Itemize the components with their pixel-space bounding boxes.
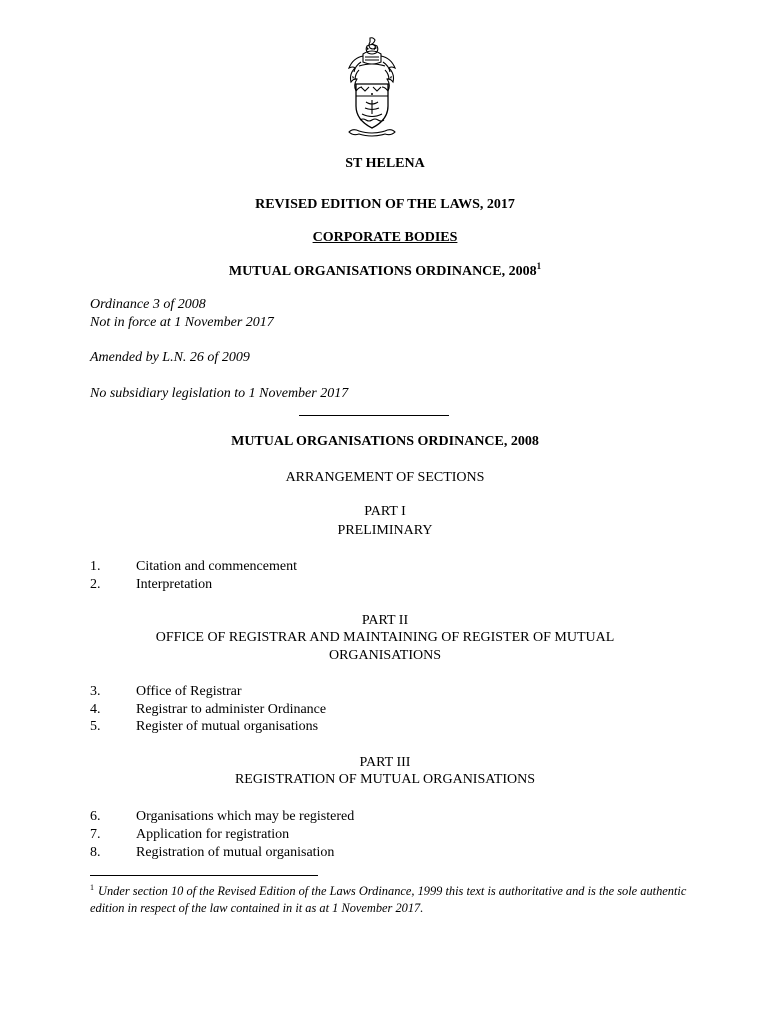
section-number: 1. [90,559,101,574]
section-entry [90,808,354,825]
section-number: 7. [90,827,101,842]
section-title: Application for registration [136,827,290,842]
section-entry [90,844,334,861]
edition-heading: REVISED EDITION OF THE LAWS, 2017 [255,197,515,212]
section-entry [90,558,297,575]
section-title: Register of mutual organisations [136,719,319,734]
section-number: 8. [90,845,101,860]
footnote-reference: 1 [536,261,542,271]
section-title: Citation and commencement [136,559,297,574]
section-number: 6. [90,809,101,824]
part-number: PART III [359,755,411,770]
section-title: Office of Registrar [136,684,242,699]
jurisdiction-heading: ST HELENA [345,156,425,171]
footnote [90,883,700,917]
section-title: Organisations which may be registered [136,809,355,824]
section-entry [90,576,212,593]
section-entry [90,826,289,843]
body-title: MUTUAL ORGANISATIONS ORDINANCE, 2008 [231,434,539,449]
header-divider [299,415,449,416]
section-title: Registration of mutual organisation [136,845,335,860]
subsidiary-legislation-note: No subsidiary legislation to 1 November 2017 [90,386,349,401]
amendment-note: Amended by L.N. 26 of 2009 [90,350,250,365]
ordinance-title-text: MUTUAL ORGANISATIONS ORDINANCE, 2008 [228,264,537,279]
section-entry [90,718,318,735]
part-heading: PRELIMINARY [337,523,433,538]
arrangement-heading: ARRANGEMENT OF SECTIONS [285,470,485,485]
commencement-status: Not in force at 1 November 2017 [90,315,274,330]
part-heading: REGISTRATION OF MUTUAL ORGANISATIONS [234,772,536,787]
section-number: 3. [90,684,101,699]
footnote-divider [90,875,318,876]
section-number: 4. [90,702,101,717]
coat-of-arms-emblem [343,36,401,142]
part-number: PART I [364,504,406,519]
category-heading: CORPORATE BODIES [312,230,458,245]
section-title: Registrar to administer Ordinance [136,702,327,717]
ordinance-number: Ordinance 3 of 2008 [90,297,206,312]
part-number: PART II [361,613,409,628]
section-title: Interpretation [136,577,213,592]
part-heading-continued: ORGANISATIONS [328,648,441,663]
section-entry [90,701,326,718]
section-number: 2. [90,577,101,592]
footnote-text: Under section 10 of the Revised Edition of the Laws Ordinance, 1999 this text is authoritative and is the sole authentic edition in respect of the law contained in it as at 1 November 2017. [90,884,687,915]
ordinance-title-heading [0,263,770,280]
part-heading: OFFICE OF REGISTRAR AND MAINTAINING OF REGISTER OF MUTUAL [155,630,615,645]
section-number: 5. [90,719,101,734]
footnote-marker: 1 [90,883,94,892]
section-entry [90,683,241,700]
